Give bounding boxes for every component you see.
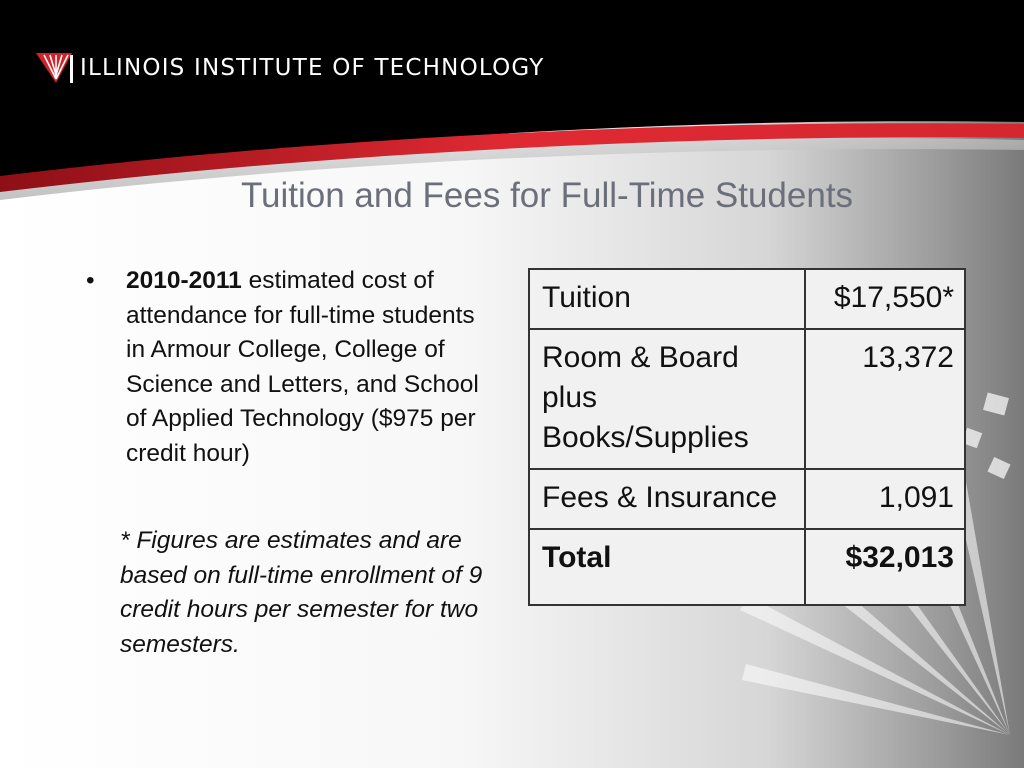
row-amount: $32,013 — [805, 529, 965, 605]
bullet-year: 2010-2011 — [126, 267, 242, 294]
row-label: Room & Board plus Books/Supplies — [529, 329, 805, 469]
iit-shield-icon — [36, 51, 76, 85]
table-row — [529, 269, 965, 329]
row-label: Total — [529, 529, 805, 605]
row-amount: 1,091 — [805, 469, 965, 529]
table-row-total — [529, 529, 965, 605]
table-row — [529, 469, 965, 529]
slide-title: Tuition and Fees for Full-Time Students — [240, 176, 854, 215]
row-amount: $17,550* — [805, 269, 965, 329]
table-row — [529, 329, 965, 469]
row-label: Fees & Insurance — [529, 469, 805, 529]
row-amount: 13,372 — [805, 329, 965, 469]
footnote: * Figures are estimates and are based on full-time enrollment of 9 credit hours per semester for two semesters. — [120, 527, 483, 658]
bullet-body: estimated cost of attendance for full-time students in Armour College, College of Science and Letters, and School of Applied Technology ($975 per credit hour) — [126, 267, 479, 467]
logo — [36, 50, 545, 86]
row-label: Tuition — [529, 269, 805, 329]
bullet-dot: • — [86, 267, 95, 294]
logo-text: ILLINOIS INSTITUTE OF TECHNOLOGY — [80, 55, 545, 81]
cost-table — [528, 268, 966, 606]
bullet-text — [126, 264, 498, 471]
